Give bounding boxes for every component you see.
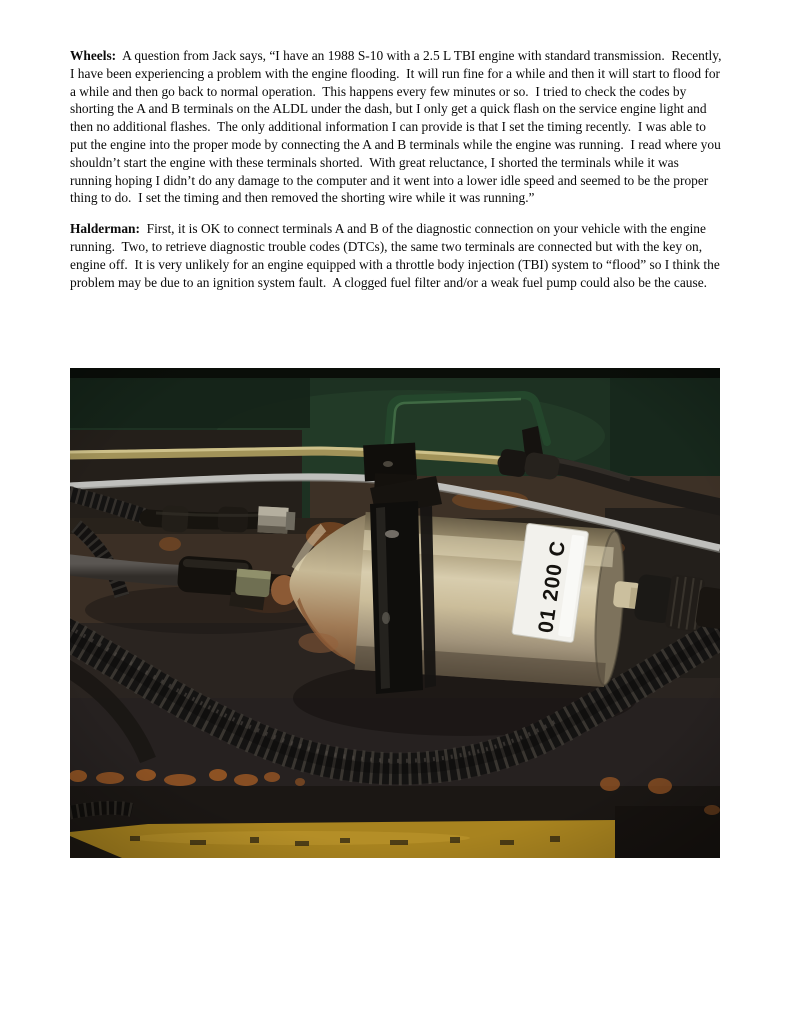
halderman-text: First, it is OK to connect terminals A and B of the diagnostic connection on your vehicle with the engine running. Two, to retrieve diagnostic trouble codes (DTCs), the same two terminals are connected but with the key on, engine off. It is very unlikely for an engine equipped with a throttle body injection (TBI) system to “flood” so I think the problem may be due to an ignition system fault. A clogged fuel filter and/or a weak fuel pump could also be the cause.: [70, 221, 724, 290]
article-text: [70, 47, 723, 304]
wheels-text: A question from Jack says, “I have an 1988 S-10 with a 2.5 L TBI engine with standard transmission. Recently, I have been experiencing a problem with the engine flooding. It will run fine for a while and then it will start to flood for a while and then go back to normal operation. This happens every few minutes or so. I tried to check the codes by shorting the A and B terminals on the ALDL under the dash, but I only get a quick flash on the service engine light and then no additional flashes. The only additional information I can provide is that I set the timing recently. I was able to put the engine into the proper mode by connecting the A and B terminals while the engine was running. I read where you shouldn’t start the engine with these terminals shorted. With great reluctance, I shorted the terminals while it was running hoping I didn’t do any damage to the computer and it went into a lower idle speed and seemed to be the proper thing to do. I set the timing and then removed the shorting wire while it was running.”: [70, 48, 725, 206]
vignette-overlay: [70, 368, 720, 858]
paragraph-halderman: [70, 220, 723, 291]
wheels-label: Wheels:: [70, 48, 117, 63]
paragraph-wheels: [70, 47, 723, 207]
fuel-filter-photo: [70, 368, 720, 858]
photo-illustration: [70, 368, 720, 858]
halderman-label: Halderman:: [70, 221, 140, 237]
